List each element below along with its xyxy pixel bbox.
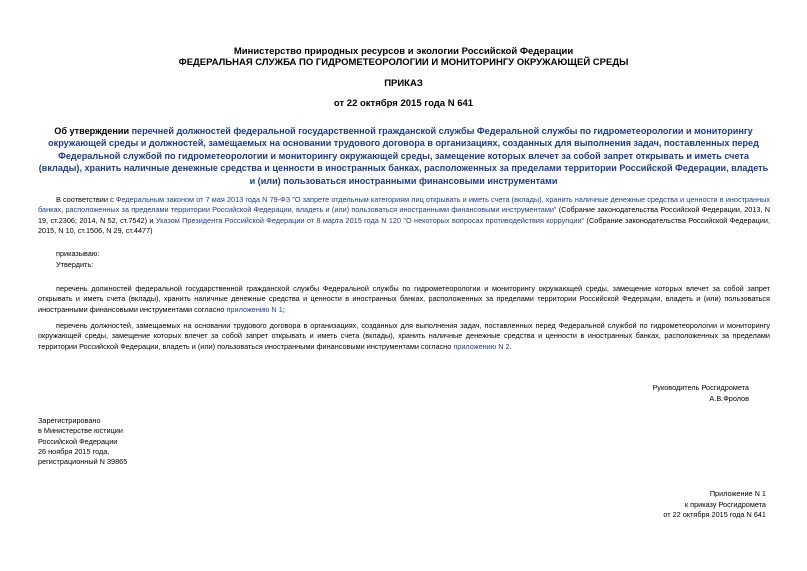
document-title <box>38 125 769 187</box>
order-word: приказываю: <box>56 249 100 258</box>
list-item-2-text: перечень должностей, замещаемых на основании трудового договора в организациях, созданных для выполнения задач, поставленных перед Федеральной службой по гидрометеорологии и мониторингу окружающей среды, замещение которых влечет за собой запрет открывать и иметь счета (вклады), хранить наличные денежные средства и ценности в иностранных банках, расположенных за пределами территории Российской Федерации, владеть и (или) пользоваться иностранными финансовыми инструментами согласно <box>38 321 770 351</box>
appendix-2-link[interactable]: приложению N 2 <box>453 341 510 351</box>
appendix-1-link[interactable]: приложению N 1 <box>226 304 283 314</box>
federal-law-link[interactable]: Федеральным законом от 7 мая 2013 года N 79-ФЗ "О запрете отдельным категориям лиц открывать и иметь счета (вклады), хранить наличные денежные средства и ценности в иностранных банках, расположенных за пределами территории Российской Федерации, владеть и (или) пользоваться иностранными финансовыми инструментами" <box>38 195 770 215</box>
ministry-heading: Министерство природных ресурсов и экологии Российской Федерации <box>233 46 574 57</box>
list-item-1-end: ; <box>282 304 285 314</box>
list-item-1-text: перечень должностей федеральной государственной гражданской службы Федеральной службы по гидрометеорологии и мониторингу окружающей среды, замещение которых влечет за собой запрет открывать и иметь счета (вклады), хранить наличные денежные средства и ценности в иностранных банках, расположенных за пределами территории Российской Федерации, владеть и (или) пользоваться иностранными финансовыми инструментами согласно <box>38 284 770 314</box>
title-link[interactable]: перечней должностей федеральной государственной гражданской службы Федеральной службы по гидрометеорологии и мониторингу окружающей среды и должностей, замещаемых на основании трудового договора в организациях, созданных для выполнения задач, поставленных перед Федеральной службой по гидрометеорологии и мониторингу окружающей среды, замещение которых влечет за собой запрет открывать и иметь счета (вклады), хранить наличные денежные средства и ценности в иностранных банках, расположенных за пределами территории Российской Федерации, владеть и (или) пользоваться иностранными финансовыми инструментами <box>38 126 769 186</box>
service-heading: ФЕДЕРАЛЬНАЯ СЛУЖБА ПО ГИДРОМЕТЕОРОЛОГИИ И МОНИТОРИНГУ ОКРУЖАЮЩЕЙ СРЕДЫ <box>178 57 629 68</box>
registration-line: в Министерстве юстиции <box>38 426 123 436</box>
appendix-line: от 22 октября 2015 года N 641 <box>663 510 766 519</box>
registration-line: Российской Федерации <box>38 436 118 446</box>
registration-block <box>38 416 127 467</box>
list-item-2 <box>38 321 770 352</box>
doc-type-heading: ПРИКАЗ <box>384 78 423 89</box>
preamble-paragraph <box>38 195 770 237</box>
appendix-header <box>663 489 766 521</box>
title-prefix: Об утверждении <box>54 126 132 136</box>
preamble-text-a: В соответствии с <box>56 195 116 204</box>
appendix-line: Приложение N 1 <box>709 489 766 498</box>
signatory-position: Руководитель Росгидромета <box>652 383 749 392</box>
list-item-1 <box>38 284 770 315</box>
signatory-name: А.В.Фролов <box>709 394 749 403</box>
appendix-line: к приказу Росгидромета <box>684 499 766 509</box>
approve-word: Утвердить: <box>56 260 94 269</box>
registration-line: Зарегистрировано <box>38 416 101 425</box>
preamble-text-b: (Собрание законодательства Российской Федерации, 2013, N 19, ст.2306; 2014, N 52, ст.7542) и <box>38 205 771 225</box>
list-item-2-end: . <box>509 341 512 351</box>
registration-line: регистрационный N 39865 <box>38 457 128 467</box>
preamble-text-c: (Собрание законодательства Российской Федерации, 2015, N 10, ст.1506, N 29, ст.4477) <box>38 215 770 236</box>
registration-line: 26 ноября 2015 года, <box>38 446 110 456</box>
doc-date-number: от 22 октября 2015 года N 641 <box>333 98 474 109</box>
presidential-decree-link[interactable]: Указом Президента Российской Федерации от 8 марта 2015 года N 120 "О некоторых вопросах противодействия коррупции" <box>155 215 585 225</box>
